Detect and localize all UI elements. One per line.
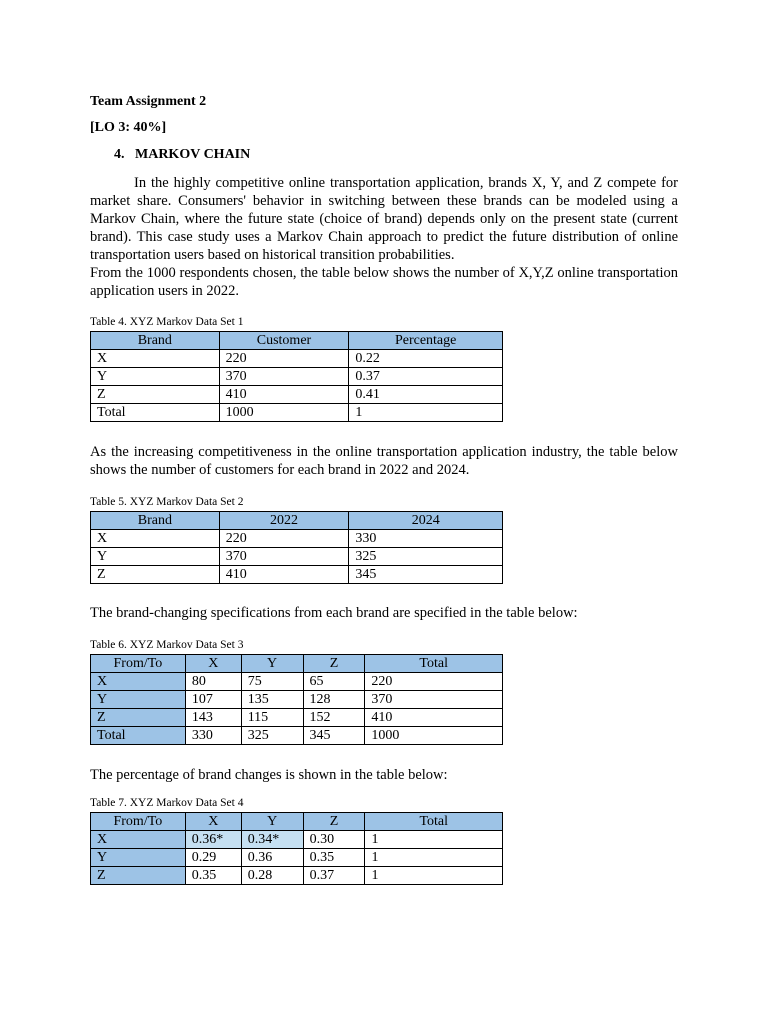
table-cell: Y: [91, 368, 220, 386]
table-header-row: [91, 332, 503, 350]
table-cell: 410: [219, 386, 349, 404]
table-header-cell: 2024: [349, 512, 503, 530]
table-cell: 345: [303, 727, 365, 745]
table-cell: 345: [349, 566, 503, 584]
table-header-cell: Brand: [91, 512, 220, 530]
table-cell: Y: [91, 548, 220, 566]
table-header-cell: Y: [241, 813, 303, 831]
table-row: [91, 404, 503, 422]
table4-caption: Table 4. XYZ Markov Data Set 1: [90, 316, 244, 328]
table6: [90, 654, 503, 745]
table-header-cell: Brand: [91, 332, 220, 350]
table-cell: X: [91, 530, 220, 548]
table-cell: 1: [349, 404, 503, 422]
table-cell: 410: [219, 566, 349, 584]
table7-caption: Table 7. XYZ Markov Data Set 4: [90, 797, 244, 809]
table-row: [91, 727, 503, 745]
table-cell: 0.37: [303, 867, 365, 885]
table-cell: 220: [219, 350, 349, 368]
table-cell: 107: [185, 691, 241, 709]
table7: [90, 812, 503, 885]
table-row: [91, 709, 503, 727]
table-cell-highlighted: 0.36*: [185, 831, 241, 849]
table5-caption: Table 5. XYZ Markov Data Set 2: [90, 496, 244, 508]
table-cell: 135: [241, 691, 303, 709]
section-number: 4.: [114, 147, 125, 162]
table-row-header: X: [91, 673, 186, 691]
table-row-header: Z: [91, 709, 186, 727]
table-cell: 128: [303, 691, 365, 709]
table-header-cell: Z: [303, 655, 365, 673]
table-cell: 0.29: [185, 849, 241, 867]
section-title: MARKOV CHAIN: [135, 147, 251, 162]
table-cell: 0.35: [185, 867, 241, 885]
table-cell: 75: [241, 673, 303, 691]
table-cell: 143: [185, 709, 241, 727]
table-header-cell: Z: [303, 813, 365, 831]
table-row-header: Total: [91, 727, 186, 745]
table-cell: X: [91, 350, 220, 368]
table-cell-highlighted: 0.34*: [241, 831, 303, 849]
table-cell: 370: [219, 548, 349, 566]
table-header-row: [91, 813, 503, 831]
table-row: [91, 530, 503, 548]
intro-paragraph: In the highly competitive online transportation application, brands X, Y, and Z compete for market share. Consumers' behavior in switching between these brands can be modeled using a Markov Chain, where the future state (choice of brand) depends only on the present state (current brand). This case study uses a Markov Chain approach to predict the future distribution of online transportation users based on historical transition probabilities.: [90, 175, 678, 263]
learning-outcome: [LO 3: 40%]: [90, 120, 167, 135]
table-cell: 0.35: [303, 849, 365, 867]
table-cell: 330: [185, 727, 241, 745]
table-cell: 1000: [219, 404, 349, 422]
table-cell: 0.30: [303, 831, 365, 849]
table-header-row: [91, 512, 503, 530]
table-row: [91, 849, 503, 867]
table-cell: 0.37: [349, 368, 503, 386]
table-header-cell: Y: [241, 655, 303, 673]
table-row: [91, 566, 503, 584]
table-cell: 330: [349, 530, 503, 548]
competitiveness-paragraph: As the increasing competitiveness in the online transportation application industry, the table below shows the number of customers for each brand in 2022 and 2024.: [90, 444, 678, 478]
table-cell: 0.36: [241, 849, 303, 867]
table-cell: 370: [219, 368, 349, 386]
assignment-title: Team Assignment 2: [90, 94, 207, 109]
table-row: [91, 673, 503, 691]
table-header-cell: Total: [365, 813, 503, 831]
table-cell: 80: [185, 673, 241, 691]
brand-changing-paragraph: The brand-changing specifications from each brand are specified in the table below:: [90, 605, 578, 621]
table5: [90, 511, 503, 584]
table-header-row: [91, 655, 503, 673]
table-cell: 325: [349, 548, 503, 566]
table4: [90, 331, 503, 422]
table-row: [91, 386, 503, 404]
table-row: [91, 548, 503, 566]
table-row: [91, 831, 503, 849]
respondents-paragraph: From the 1000 respondents chosen, the table below shows the number of X,Y,Z online transportation application users in 2022.: [90, 265, 678, 299]
table-header-cell: X: [185, 813, 241, 831]
table-cell: 152: [303, 709, 365, 727]
table-row-header: X: [91, 831, 186, 849]
table-cell: 410: [365, 709, 503, 727]
table-header-cell: From/To: [91, 655, 186, 673]
table-row-header: Y: [91, 849, 186, 867]
table-cell: 65: [303, 673, 365, 691]
table-header-cell: 2022: [219, 512, 349, 530]
table-cell: 370: [365, 691, 503, 709]
table-row-header: Y: [91, 691, 186, 709]
section-heading: [114, 147, 250, 163]
table-cell: 0.22: [349, 350, 503, 368]
table-cell: Z: [91, 566, 220, 584]
table-header-cell: Percentage: [349, 332, 503, 350]
table-cell: 0.28: [241, 867, 303, 885]
table-cell: Z: [91, 386, 220, 404]
table-row: [91, 867, 503, 885]
table-header-cell: Customer: [219, 332, 349, 350]
table-cell: 0.41: [349, 386, 503, 404]
table-header-cell: From/To: [91, 813, 186, 831]
table-cell: 1: [365, 849, 503, 867]
table-row: [91, 350, 503, 368]
table-header-cell: X: [185, 655, 241, 673]
table-cell: 1000: [365, 727, 503, 745]
table6-caption: Table 6. XYZ Markov Data Set 3: [90, 639, 244, 651]
table-header-cell: Total: [365, 655, 503, 673]
table-row: [91, 691, 503, 709]
table-cell: 220: [365, 673, 503, 691]
table-cell: Total: [91, 404, 220, 422]
percentage-paragraph: The percentage of brand changes is shown in the table below:: [90, 767, 448, 783]
table-row-header: Z: [91, 867, 186, 885]
table-cell: 220: [219, 530, 349, 548]
table-cell: 325: [241, 727, 303, 745]
table-cell: 1: [365, 831, 503, 849]
table-cell: 1: [365, 867, 503, 885]
table-cell: 115: [241, 709, 303, 727]
table-row: [91, 368, 503, 386]
